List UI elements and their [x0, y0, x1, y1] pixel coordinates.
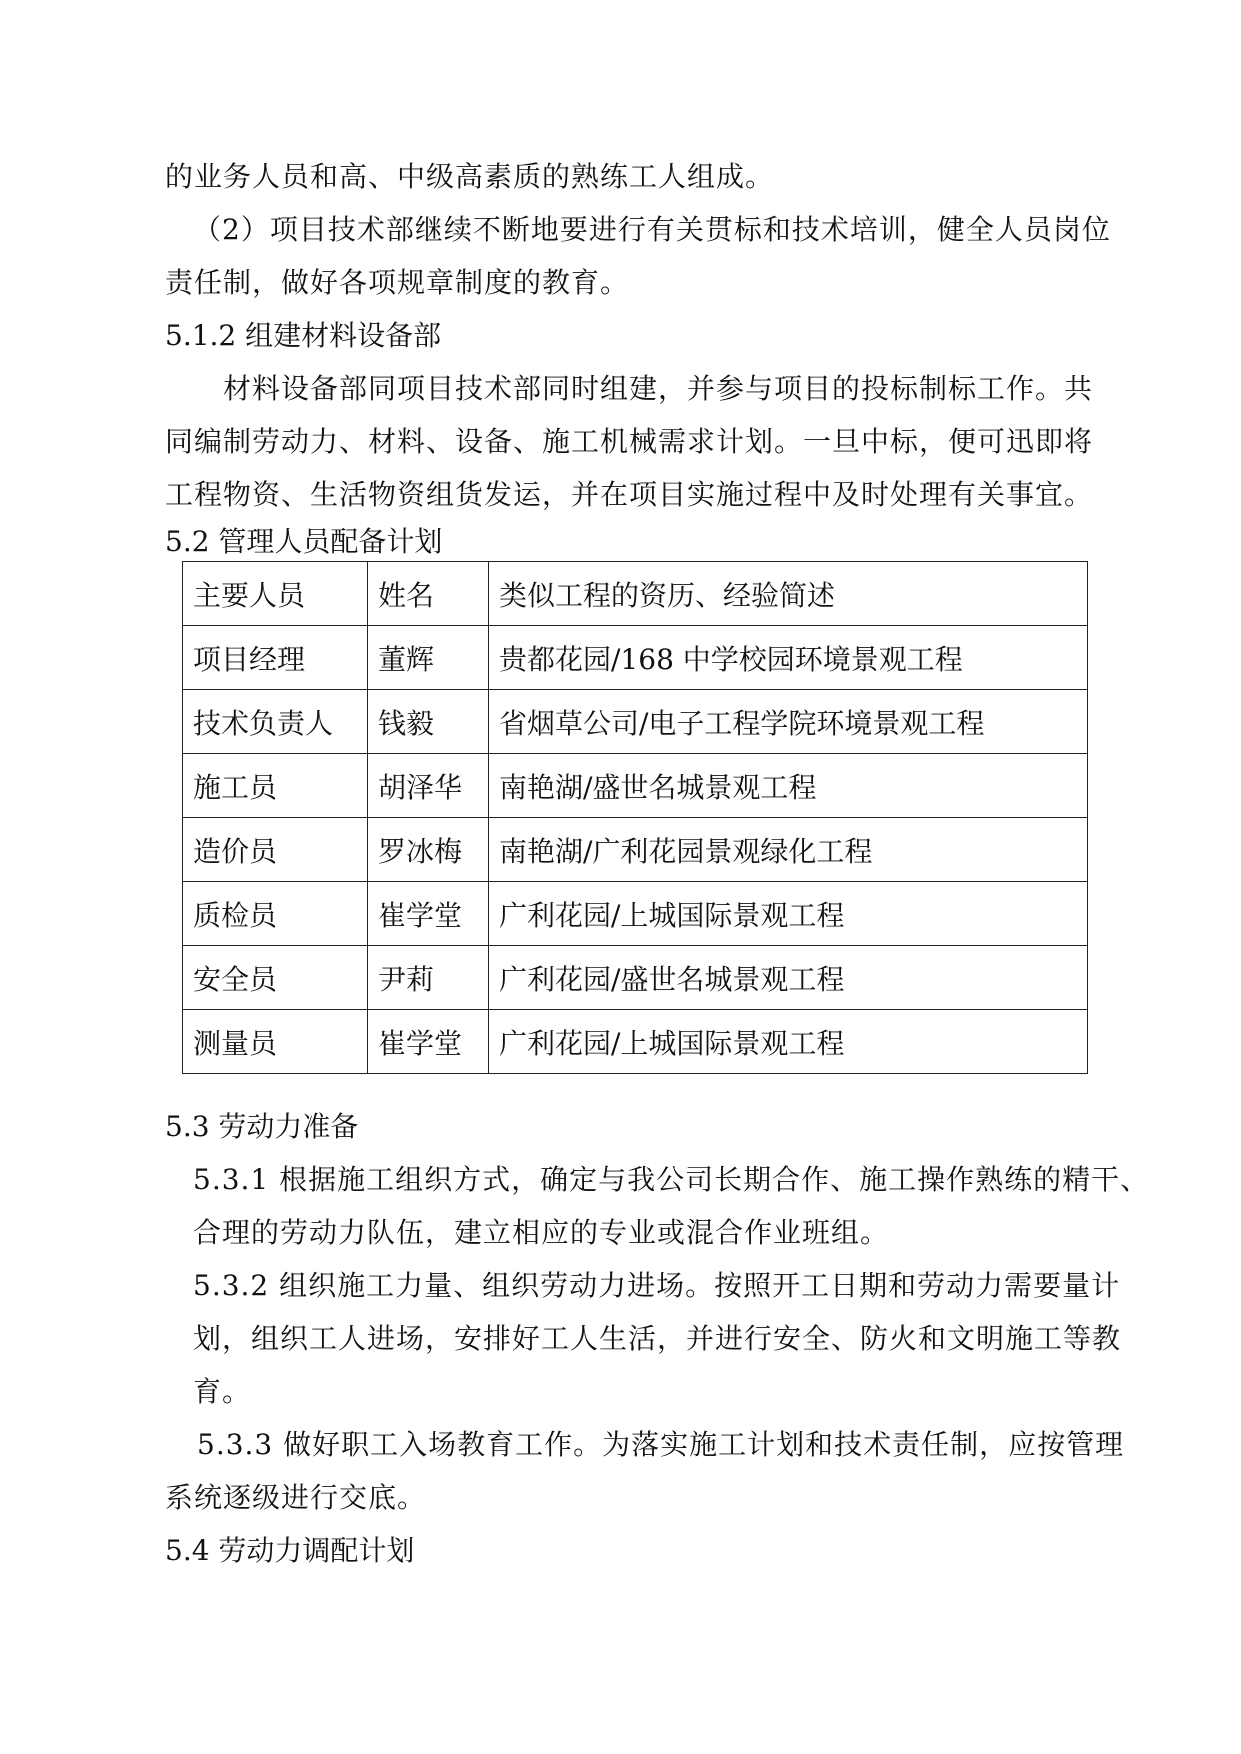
table-cell-experience: 广利花园/上城国际景观工程 — [489, 1010, 1088, 1074]
table-row — [183, 882, 1088, 946]
table-row — [183, 626, 1088, 690]
table-cell-role: 技术负责人 — [183, 690, 368, 754]
paragraph-line: 责任制，做好各项规章制度的教育。 — [165, 266, 630, 299]
table-cell-name: 钱毅 — [368, 690, 489, 754]
table-cell-role: 测量员 — [183, 1010, 368, 1074]
table-header-cell: 类似工程的资历、经验简述 — [489, 562, 1088, 626]
section-heading-5-1-2: 5.1.2 组建材料设备部 — [165, 319, 442, 352]
table-cell-experience: 省烟草公司/电子工程学院环境景观工程 — [489, 690, 1088, 754]
table-cell-experience: 贵都花园/168 中学校园环境景观工程 — [489, 626, 1088, 690]
paragraph-line: 合理的劳动力队伍，建立相应的专业或混合作业班组。 — [193, 1216, 890, 1249]
table-row — [183, 1010, 1088, 1074]
table-header-row — [183, 562, 1088, 626]
table-cell-name: 董辉 — [368, 626, 489, 690]
paragraph-line: 划，组织工人进场，安排好工人生活，并进行安全、防火和文明施工等教 — [193, 1322, 1122, 1355]
paragraph-line: 的业务人员和高、中级高素质的熟练工人组成。 — [165, 160, 775, 193]
paragraph-line: 5.3.2 组织施工力量、组织劳动力进场。按照开工日期和劳动力需要量计 — [193, 1269, 1121, 1302]
table-cell-experience: 广利花园/上城国际景观工程 — [489, 882, 1088, 946]
table-header-cell: 姓名 — [368, 562, 489, 626]
table-row — [183, 946, 1088, 1010]
section-heading-5-2: 5.2 管理人员配备计划 — [165, 525, 443, 558]
paragraph-line: 育。 — [193, 1375, 252, 1408]
paragraph-line: 同编制劳动力、材料、设备、施工机械需求计划。一旦中标，便可迅即将 — [165, 425, 1094, 458]
staff-table — [182, 561, 1088, 1074]
table-row — [183, 754, 1088, 818]
table-cell-name: 胡泽华 — [368, 754, 489, 818]
table-row — [183, 690, 1088, 754]
table-cell-name: 崔学堂 — [368, 882, 489, 946]
paragraph-line: 5.3.3 做好职工入场教育工作。为落实施工计划和技术责任制，应按管理 — [197, 1428, 1125, 1461]
paragraph-line: 工程物资、生活物资组货发运，并在项目实施过程中及时处理有关事宜。 — [165, 478, 1094, 511]
table-cell-experience: 南艳湖/盛世名城景观工程 — [489, 754, 1088, 818]
table-header-cell: 主要人员 — [183, 562, 368, 626]
paragraph-line: 系统逐级进行交底。 — [165, 1481, 427, 1514]
table-cell-role: 施工员 — [183, 754, 368, 818]
table-cell-name: 崔学堂 — [368, 1010, 489, 1074]
paragraph-line: （2）项目技术部继续不断地要进行有关贯标和技术培训，健全人员岗位 — [193, 213, 1111, 246]
table-cell-role: 项目经理 — [183, 626, 368, 690]
table-cell-experience: 南艳湖/广利花园景观绿化工程 — [489, 818, 1088, 882]
table-row — [183, 818, 1088, 882]
table-cell-role: 安全员 — [183, 946, 368, 1010]
table-cell-role: 质检员 — [183, 882, 368, 946]
paragraph-line: 材料设备部同项目技术部同时组建，并参与项目的投标制标工作。共 — [223, 372, 1094, 405]
table-cell-name: 罗冰梅 — [368, 818, 489, 882]
table-cell-role: 造价员 — [183, 818, 368, 882]
section-heading-5-4: 5.4 劳动力调配计划 — [165, 1534, 415, 1567]
section-heading-5-3: 5.3 劳动力准备 — [165, 1110, 359, 1143]
table-cell-name: 尹莉 — [368, 946, 489, 1010]
paragraph-line: 5.3.1 根据施工组织方式，确定与我公司长期合作、施工操作熟练的精干、 — [193, 1163, 1150, 1196]
table-cell-experience: 广利花园/盛世名城景观工程 — [489, 946, 1088, 1010]
